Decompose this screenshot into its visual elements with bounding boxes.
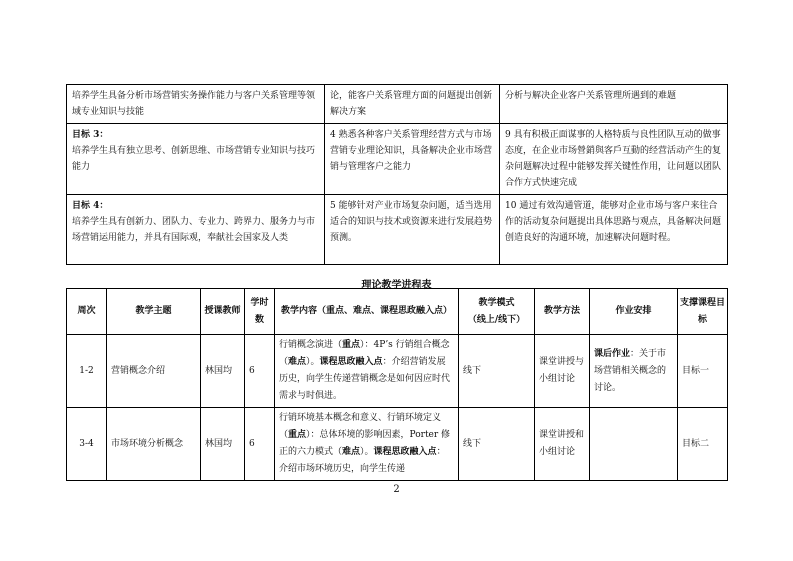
indicator-cell: 9 具有积极正面谋事的人格特质与良性团队互动的做事态度，在企业市场營銷與客戶互動的经营活动产生的复杂问题解决过程中能够发挥关键性作用，让问题以团队合作方式快速完成 — [500, 124, 728, 195]
requirement-cell: 论，能客户关系管理方面的问题提出创新解决方案 — [325, 85, 500, 124]
page-number: 2 — [393, 484, 400, 495]
cell-method: 课堂讲授和小组讨论 — [535, 408, 590, 481]
header-theme: 教学主题 — [107, 289, 201, 335]
header-mode-label: 教学模式 — [478, 297, 515, 308]
cell-homework — [590, 408, 678, 481]
objective-cell: 培养学生具备分析市场营销实务操作能力与客户关系管理等领域专业知识与技能 — [67, 85, 325, 124]
cell-hours: 6 — [245, 408, 275, 481]
difficulty-label: 难点 — [342, 447, 361, 457]
content-text: ：介绍市场环境历史，向学生传递 — [279, 447, 446, 474]
objective-title: 目标 4： — [72, 201, 109, 211]
cell-week: 3-4 — [67, 408, 107, 481]
content-text: ：介绍营销发展历史，向学生传递营销概念是如何因应时代需求与时俱进。 — [279, 357, 451, 401]
header-hours: 学时数 — [245, 289, 275, 335]
content-text: 行销环境基本概念和意义、行销环境定义（ — [279, 413, 442, 440]
table-row — [67, 408, 728, 481]
objective-text: 培养学生具有创新力、团队力、专业力、跨界力、服务力与市场营销运用能力，并具有国际观，奉献社会国家及人类 — [72, 217, 316, 243]
cell-support: 目标一 — [678, 335, 728, 408]
cell-teacher: 林国均 — [201, 335, 245, 408]
schedule-title: 理论教学进程表 — [361, 280, 432, 291]
content-text: ）。 — [306, 357, 320, 367]
objective-cell — [67, 124, 325, 195]
indicator-cell: 分析与解决企业客户关系管理所遇到的难题 — [500, 85, 728, 124]
table-row — [67, 85, 728, 124]
requirement-cell: 4 熟悉各种客户关系管理经营方式与市场营销专业理论知识，具备解决企业市场营销与管理客户之能力 — [325, 124, 500, 195]
header-week: 周次 — [67, 289, 107, 335]
cell-week: 1-2 — [67, 335, 107, 408]
table-row — [67, 335, 728, 408]
cell-homework — [590, 335, 678, 408]
cell-mode: 线下 — [459, 335, 535, 408]
header-mode-sub: （线上/线下） — [467, 314, 526, 325]
header-content: 教学内容（重点、难点、课程思政融入点） — [275, 289, 459, 335]
key-point-label: 重点 — [288, 430, 307, 440]
objective-cell — [67, 195, 325, 265]
header-homework: 作业安排 — [590, 289, 678, 335]
table-row — [67, 124, 728, 195]
header-mode — [459, 289, 535, 335]
header-support: 支撑课程目标 — [678, 289, 728, 335]
homework-label: 课后作业 — [594, 348, 631, 359]
indicator-cell: 10 通过有效沟通管道，能够对企业市场与客户来往合作的活动复杂问题提出具体思路与观点，具备解决问题创造良好的沟通环境，加速解决问题时程。 — [500, 195, 728, 265]
header-method: 教学方法 — [535, 289, 590, 335]
ideology-label: 课程思政融入点 — [319, 357, 383, 367]
cell-content — [275, 335, 459, 408]
content-text: ）：4P’s 行销组合概念（ — [279, 340, 450, 367]
cell-teacher: 林国均 — [201, 408, 245, 481]
table-row — [67, 195, 728, 265]
difficulty-label: 难点 — [288, 357, 307, 367]
objective-text: 培养学生具有独立思考、创新思维、市场营销专业知识与技巧能力 — [72, 146, 316, 172]
key-point-label: 重点 — [342, 340, 361, 350]
content-text: 行销概念演进（ — [279, 340, 343, 350]
cell-theme: 市场环境分析概念 — [107, 408, 201, 481]
cell-support: 目标二 — [678, 408, 728, 481]
schedule-table — [66, 288, 728, 481]
cell-theme: 营销概念介绍 — [107, 335, 201, 408]
cell-mode: 线下 — [459, 408, 535, 481]
content-text: ）。 — [360, 447, 374, 457]
cell-method: 课堂讲授与小组讨论 — [535, 335, 590, 408]
table-header-row — [67, 289, 728, 335]
requirement-cell: 5 能够针对产业市场复杂问题，适当选用适合的知识与技术或资源来进行发展趋势预测。 — [325, 195, 500, 265]
objectives-table — [66, 84, 728, 265]
header-teacher: 授课教师 — [201, 289, 245, 335]
content-text: ）：总体环境的影响因素，Porter 修正的六力模式（ — [279, 430, 451, 457]
cell-hours: 6 — [245, 335, 275, 408]
objective-title: 目标 3： — [72, 130, 109, 140]
ideology-label: 课程思政融入点 — [373, 447, 437, 457]
homework-text: ：关于市场营销相关概念的讨论。 — [594, 348, 667, 393]
cell-content — [275, 408, 459, 481]
